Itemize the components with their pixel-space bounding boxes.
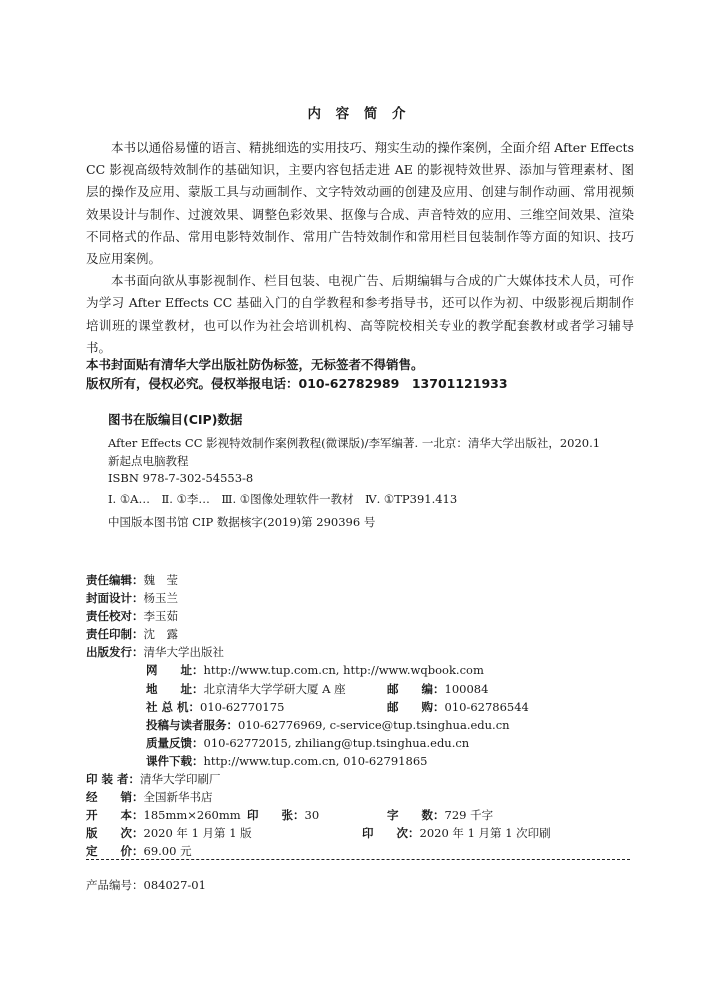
cip-line: 新起点电脑教程 <box>108 454 189 468</box>
publisher-zip <box>387 681 488 697</box>
publisher-address-value: 北京清华大学学研大厦 A 座 <box>203 682 346 696</box>
distributor-value: 全国新华书店 <box>143 790 213 804</box>
quality-feedback <box>146 735 469 751</box>
printer-label: 印 装 者： <box>86 772 141 786</box>
publisher-phone <box>146 699 284 715</box>
staff-cover-label: 封面设计： <box>86 591 144 605</box>
publisher-url-value: http://www.tup.com.cn, http://www.wqbook.com <box>203 663 484 677</box>
distributor-label: 经 销： <box>86 790 144 804</box>
page-title: 内 容 简 介 <box>307 106 411 122</box>
intro-section <box>86 137 634 359</box>
cip-line: ISBN 978-7-302-54553-8 <box>108 471 254 485</box>
staff-print <box>86 626 178 642</box>
cip-line: After Effects CC 影视特效制作案例教程(微课版)/李军编著. 一北京：清华大学出版社，2020.1 <box>108 436 601 450</box>
copyright-notice: 版权所有，侵权必究。侵权举报电话：010-62782989 13701121933 <box>86 376 508 391</box>
quality-feedback-label: 质量反馈： <box>146 736 204 750</box>
publisher-name: 清华大学出版社 <box>143 645 224 659</box>
reader-service-value: 010-62776969, c-service@tup.tsinghua.edu.cn <box>238 718 510 732</box>
intro-paragraph-1: 本书以通俗易懂的语言、精挑细选的实用技巧、翔实生动的操作案例，全面介绍 After Effects CC 影视高级特效制作的基础知识，主要内容包括走进 AE 的影视特效世界、添加与管理素材、图层的操作及应用、蒙版工具与动画制作、文字特效动画的创建及应用、创建与制作动画、常用视频效果设计与制作、过渡效果、调整色彩效果、抠像与合成、声音特效的应用、三维空间效果、渲染不同格式的作品、常用电影特效制作、常用广告特效制作和常用栏目包装制作等方面的知识、技巧及应用案例。 <box>86 140 634 267</box>
printed-sheets-label: 印 张： <box>247 808 305 822</box>
printed-sheets-value: 30 <box>304 808 320 822</box>
edition-label: 版 次： <box>86 826 144 840</box>
courseware-download <box>146 753 427 769</box>
reader-service-label: 投稿与读者服务： <box>146 718 238 732</box>
format-size-value: 185mm×260mm <box>143 808 241 822</box>
publisher-mail-order <box>387 699 529 715</box>
format-size-label: 开 本： <box>86 808 144 822</box>
staff-cover-name: 杨玉兰 <box>143 591 178 605</box>
word-count <box>387 807 493 823</box>
anti-counterfeit-notice: 本书封面贴有清华大学出版社防伪标签，无标签者不得销售。 <box>86 357 424 372</box>
publisher-address-label: 地 址： <box>146 682 204 696</box>
publisher-url-label: 网 址： <box>146 663 204 677</box>
printer <box>86 771 221 787</box>
impression-label: 印 次： <box>362 826 420 840</box>
staff-print-name: 沈 露 <box>143 627 178 641</box>
staff-proof-label: 责任校对： <box>86 609 144 623</box>
product-code <box>86 877 206 893</box>
publisher-phone-value: 010-62770175 <box>200 700 285 714</box>
word-count-value: 729 千字 <box>444 808 494 822</box>
staff-proof-name: 李玉茹 <box>143 609 178 623</box>
printer-value: 清华大学印刷厂 <box>140 772 221 786</box>
publisher <box>86 644 224 660</box>
price-value: 69.00 元 <box>143 844 192 858</box>
publisher-zip-value: 100084 <box>444 682 489 696</box>
publisher-zip-label: 邮 编： <box>387 682 445 696</box>
edition-value: 2020 年 1 月第 1 版 <box>143 826 252 840</box>
publisher-address <box>146 681 346 697</box>
price <box>86 843 192 859</box>
cip-line: 中国版本图书馆 CIP 数据核字(2019)第 290396 号 <box>108 515 376 529</box>
product-code-label: 产品编号： <box>86 878 144 892</box>
staff-editor-label: 责任编辑： <box>86 573 144 587</box>
quality-feedback-value: 010-62772015, zhiliang@tup.tsinghua.edu.cn <box>203 736 470 750</box>
format-size <box>86 807 241 823</box>
dashed-divider <box>86 859 630 860</box>
cip-line: Ⅰ. ①A… Ⅱ. ①李… Ⅲ. ①图像处理软件一教材 Ⅳ. ①TP391.413 <box>108 492 458 506</box>
staff-cover <box>86 590 178 606</box>
courseware-download-label: 课件下载： <box>146 754 204 768</box>
publisher-url <box>146 662 484 678</box>
word-count-label: 字 数： <box>387 808 445 822</box>
cip-heading: 图书在版编目(CIP)数据 <box>108 412 243 427</box>
reader-service <box>146 717 510 733</box>
publisher-phone-label: 社 总 机： <box>146 700 201 714</box>
courseware-download-value: http://www.tup.com.cn, 010-62791865 <box>203 754 428 768</box>
distributor <box>86 789 213 805</box>
publisher-mail-order-label: 邮 购： <box>387 700 445 714</box>
staff-print-label: 责任印制： <box>86 627 144 641</box>
staff-proof <box>86 608 178 624</box>
impression <box>362 825 551 841</box>
publisher-mail-order-value: 010-62786544 <box>444 700 529 714</box>
publisher-label: 出版发行： <box>86 645 144 659</box>
edition <box>86 825 252 841</box>
staff-editor <box>86 572 178 588</box>
price-label: 定 价： <box>86 844 144 858</box>
printed-sheets <box>247 807 319 823</box>
staff-editor-name: 魏 莹 <box>143 573 178 587</box>
product-code-value: 084027-01 <box>143 878 206 892</box>
impression-value: 2020 年 1 月第 1 次印刷 <box>419 826 551 840</box>
intro-paragraph-2: 本书面向欲从事影视制作、栏目包装、电视广告、后期编辑与合成的广大媒体技术人员，可作为学习 After Effects CC 基础入门的自学教程和参考指导书，还可以作为初、中级影视后期制作培训班的课堂教材，也可以作为社会培训机构、高等院校相关专业的教学配套教材或者学习辅导书。 <box>86 273 634 355</box>
